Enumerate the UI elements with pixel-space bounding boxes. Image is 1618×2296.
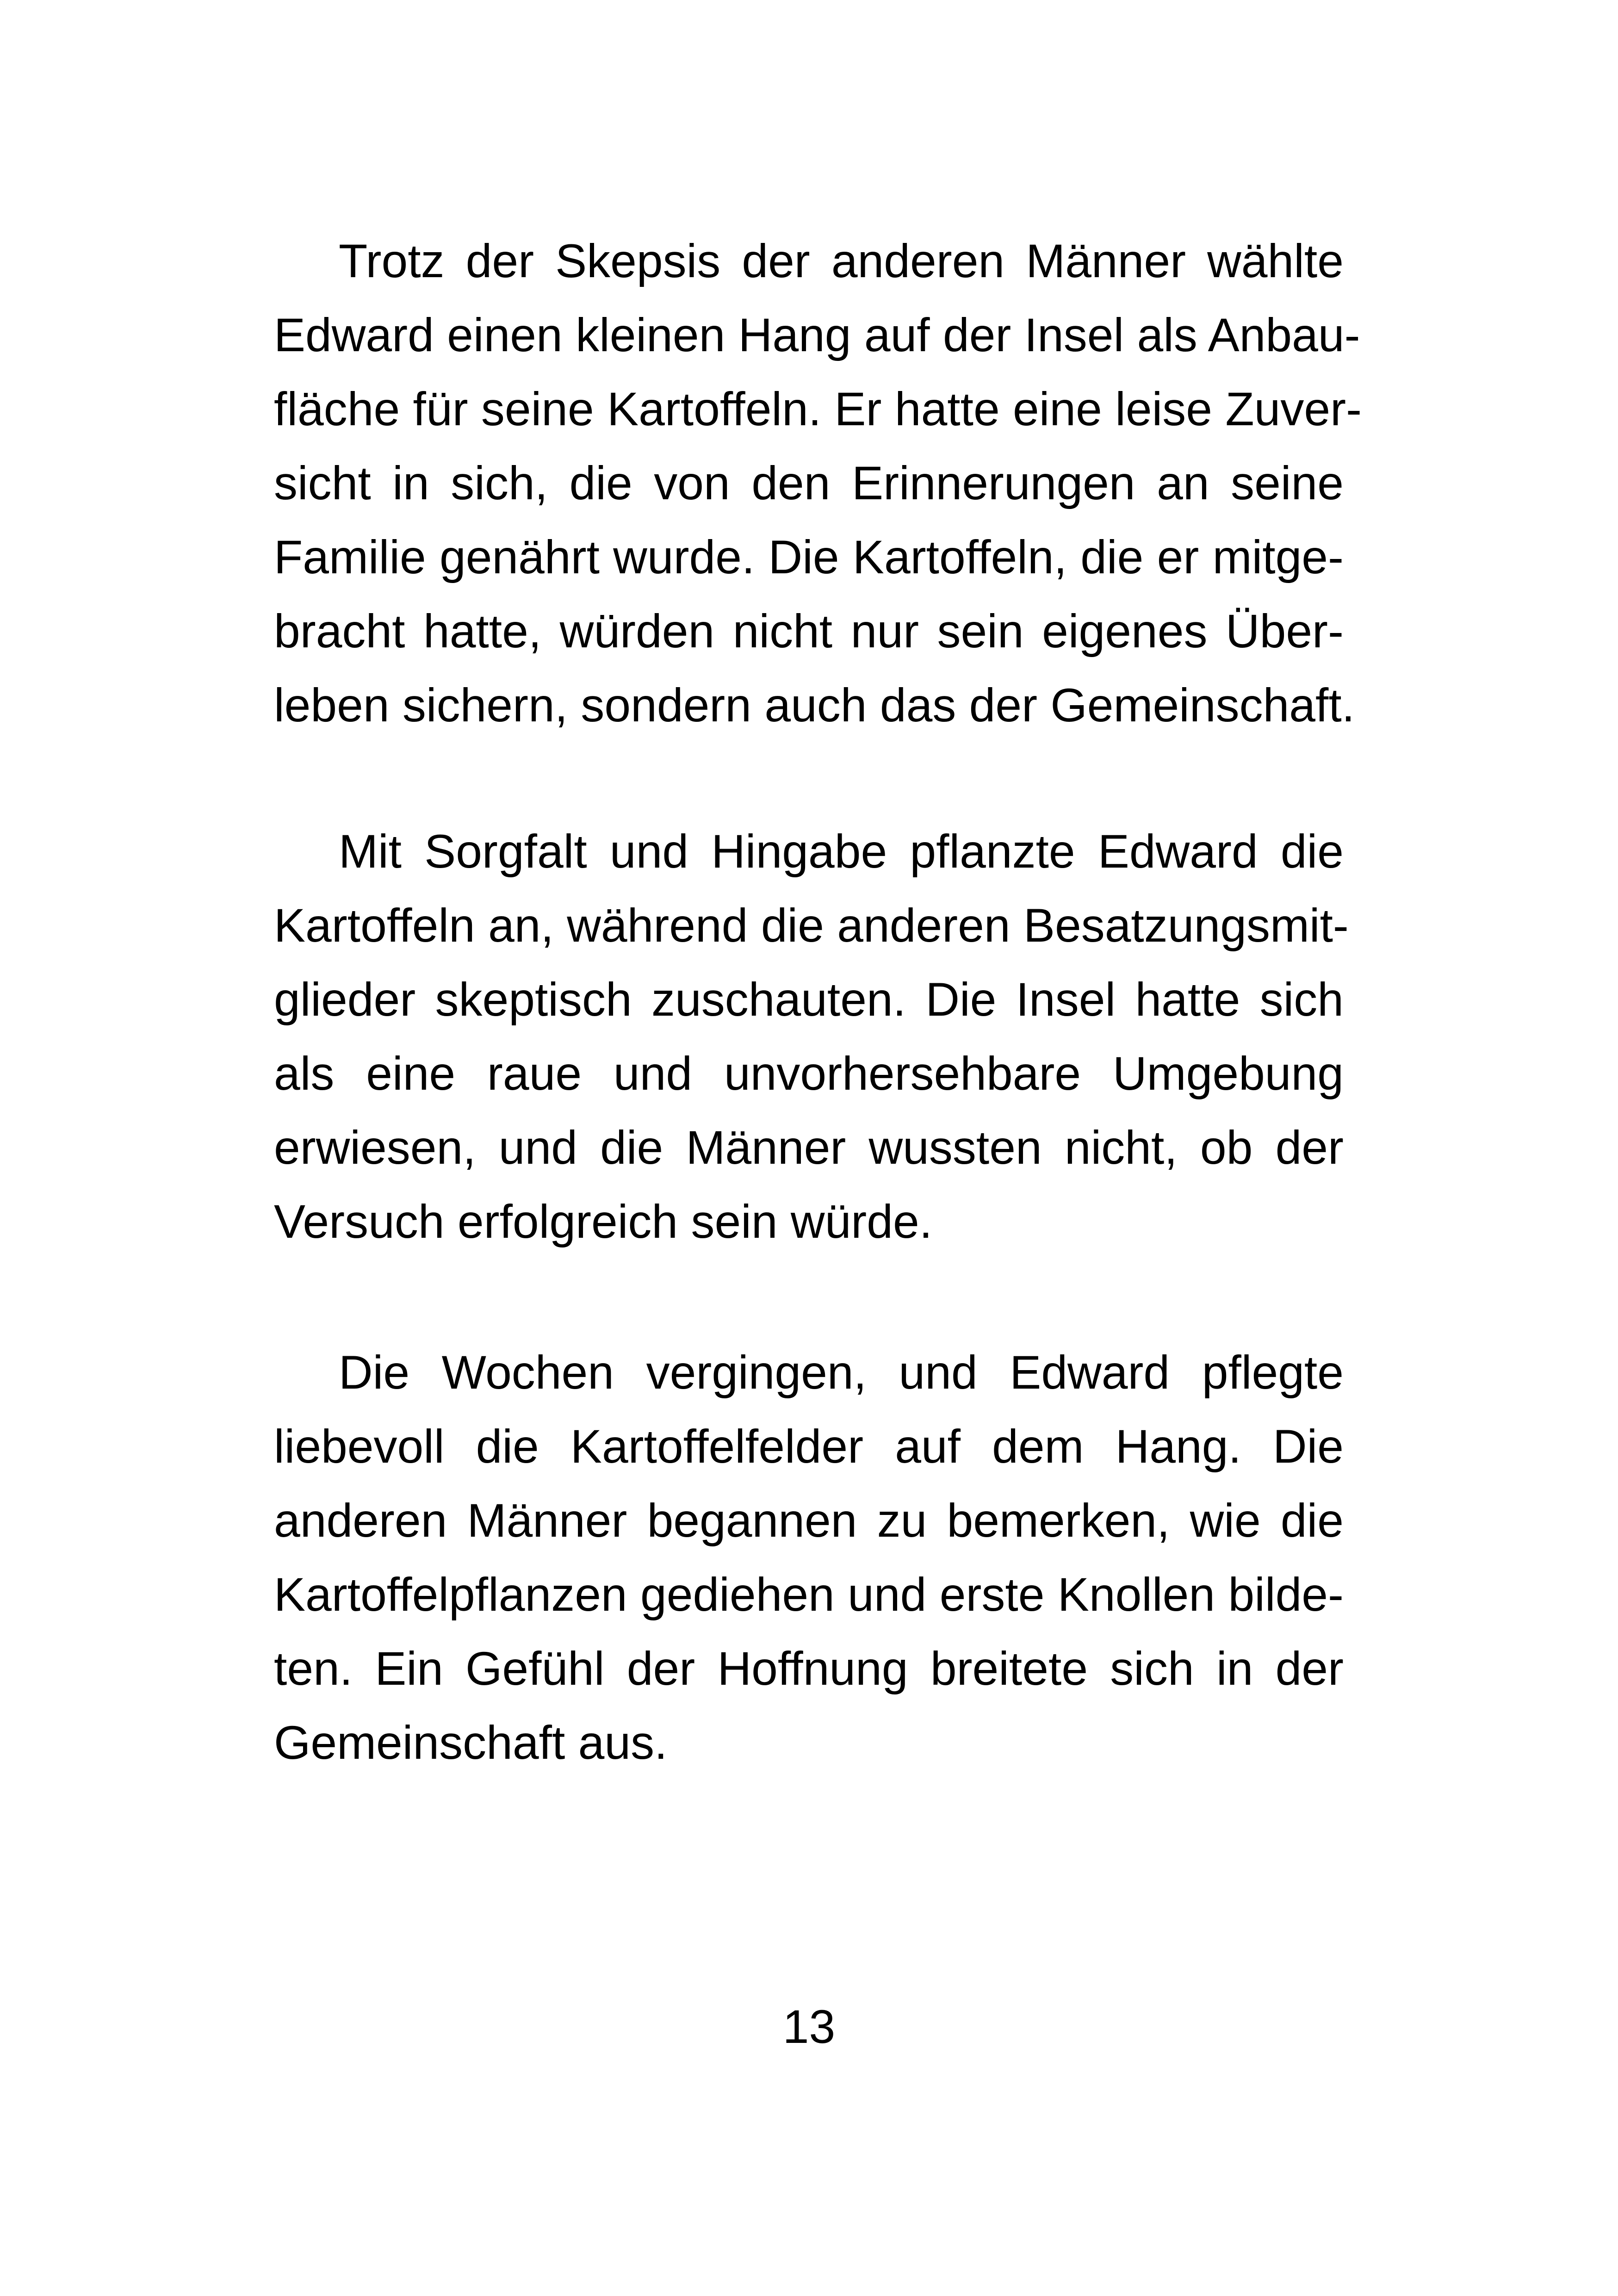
text-line: Kartoffeln an, während die anderen Besatzungsmit-: [274, 899, 1349, 952]
text-line: bracht hatte, würden nicht nur sein eigenes Über-: [274, 605, 1344, 658]
text-line: Familie genährt wurde. Die Kartoffeln, die er mitge-: [274, 531, 1344, 583]
text-line: leben sichern, sondern auch das der Gemeinschaft.: [274, 679, 1355, 732]
text-line: Gemeinschaft aus.: [274, 1716, 668, 1769]
text-line: als eine raue und unvorhersehbare Umgebung: [274, 1047, 1344, 1100]
text-line: erwiesen, und die Männer wussten nicht, ob der: [274, 1121, 1344, 1174]
paragraph-3: [274, 1335, 1344, 1780]
text-line: Kartoffelpflanzen gediehen und erste Knollen bilde-: [274, 1568, 1344, 1621]
text-line: Die Wochen vergingen, und Edward pflegte: [339, 1346, 1344, 1399]
paragraph-1: [274, 224, 1362, 742]
text-line: Trotz der Skepsis der anderen Männer wählte: [339, 235, 1344, 287]
text-line: liebevoll die Kartoffelfelder auf dem Hang. Die: [274, 1420, 1344, 1473]
text-line: Versuch erfolgreich sein würde.: [274, 1195, 933, 1248]
text-line: Edward einen kleinen Hang auf der Insel als Anbau-: [274, 309, 1360, 361]
page-number: 13: [782, 2000, 836, 2053]
text-line: ten. Ein Gefühl der Hoffnung breitete sich in der: [274, 1642, 1344, 1695]
text-line: fläche für seine Kartoffeln. Er hatte eine leise Zuver-: [274, 383, 1362, 435]
text-line: anderen Männer begannen zu bemerken, wie die: [274, 1494, 1344, 1547]
paragraph-2: [274, 814, 1349, 1259]
text-line: Mit Sorgfalt und Hingabe pflanzte Edward die: [339, 825, 1344, 878]
text-line: sicht in sich, die von den Erinnerungen an seine: [274, 457, 1344, 509]
text-line: glieder skeptisch zuschauten. Die Insel hatte sich: [274, 973, 1344, 1026]
